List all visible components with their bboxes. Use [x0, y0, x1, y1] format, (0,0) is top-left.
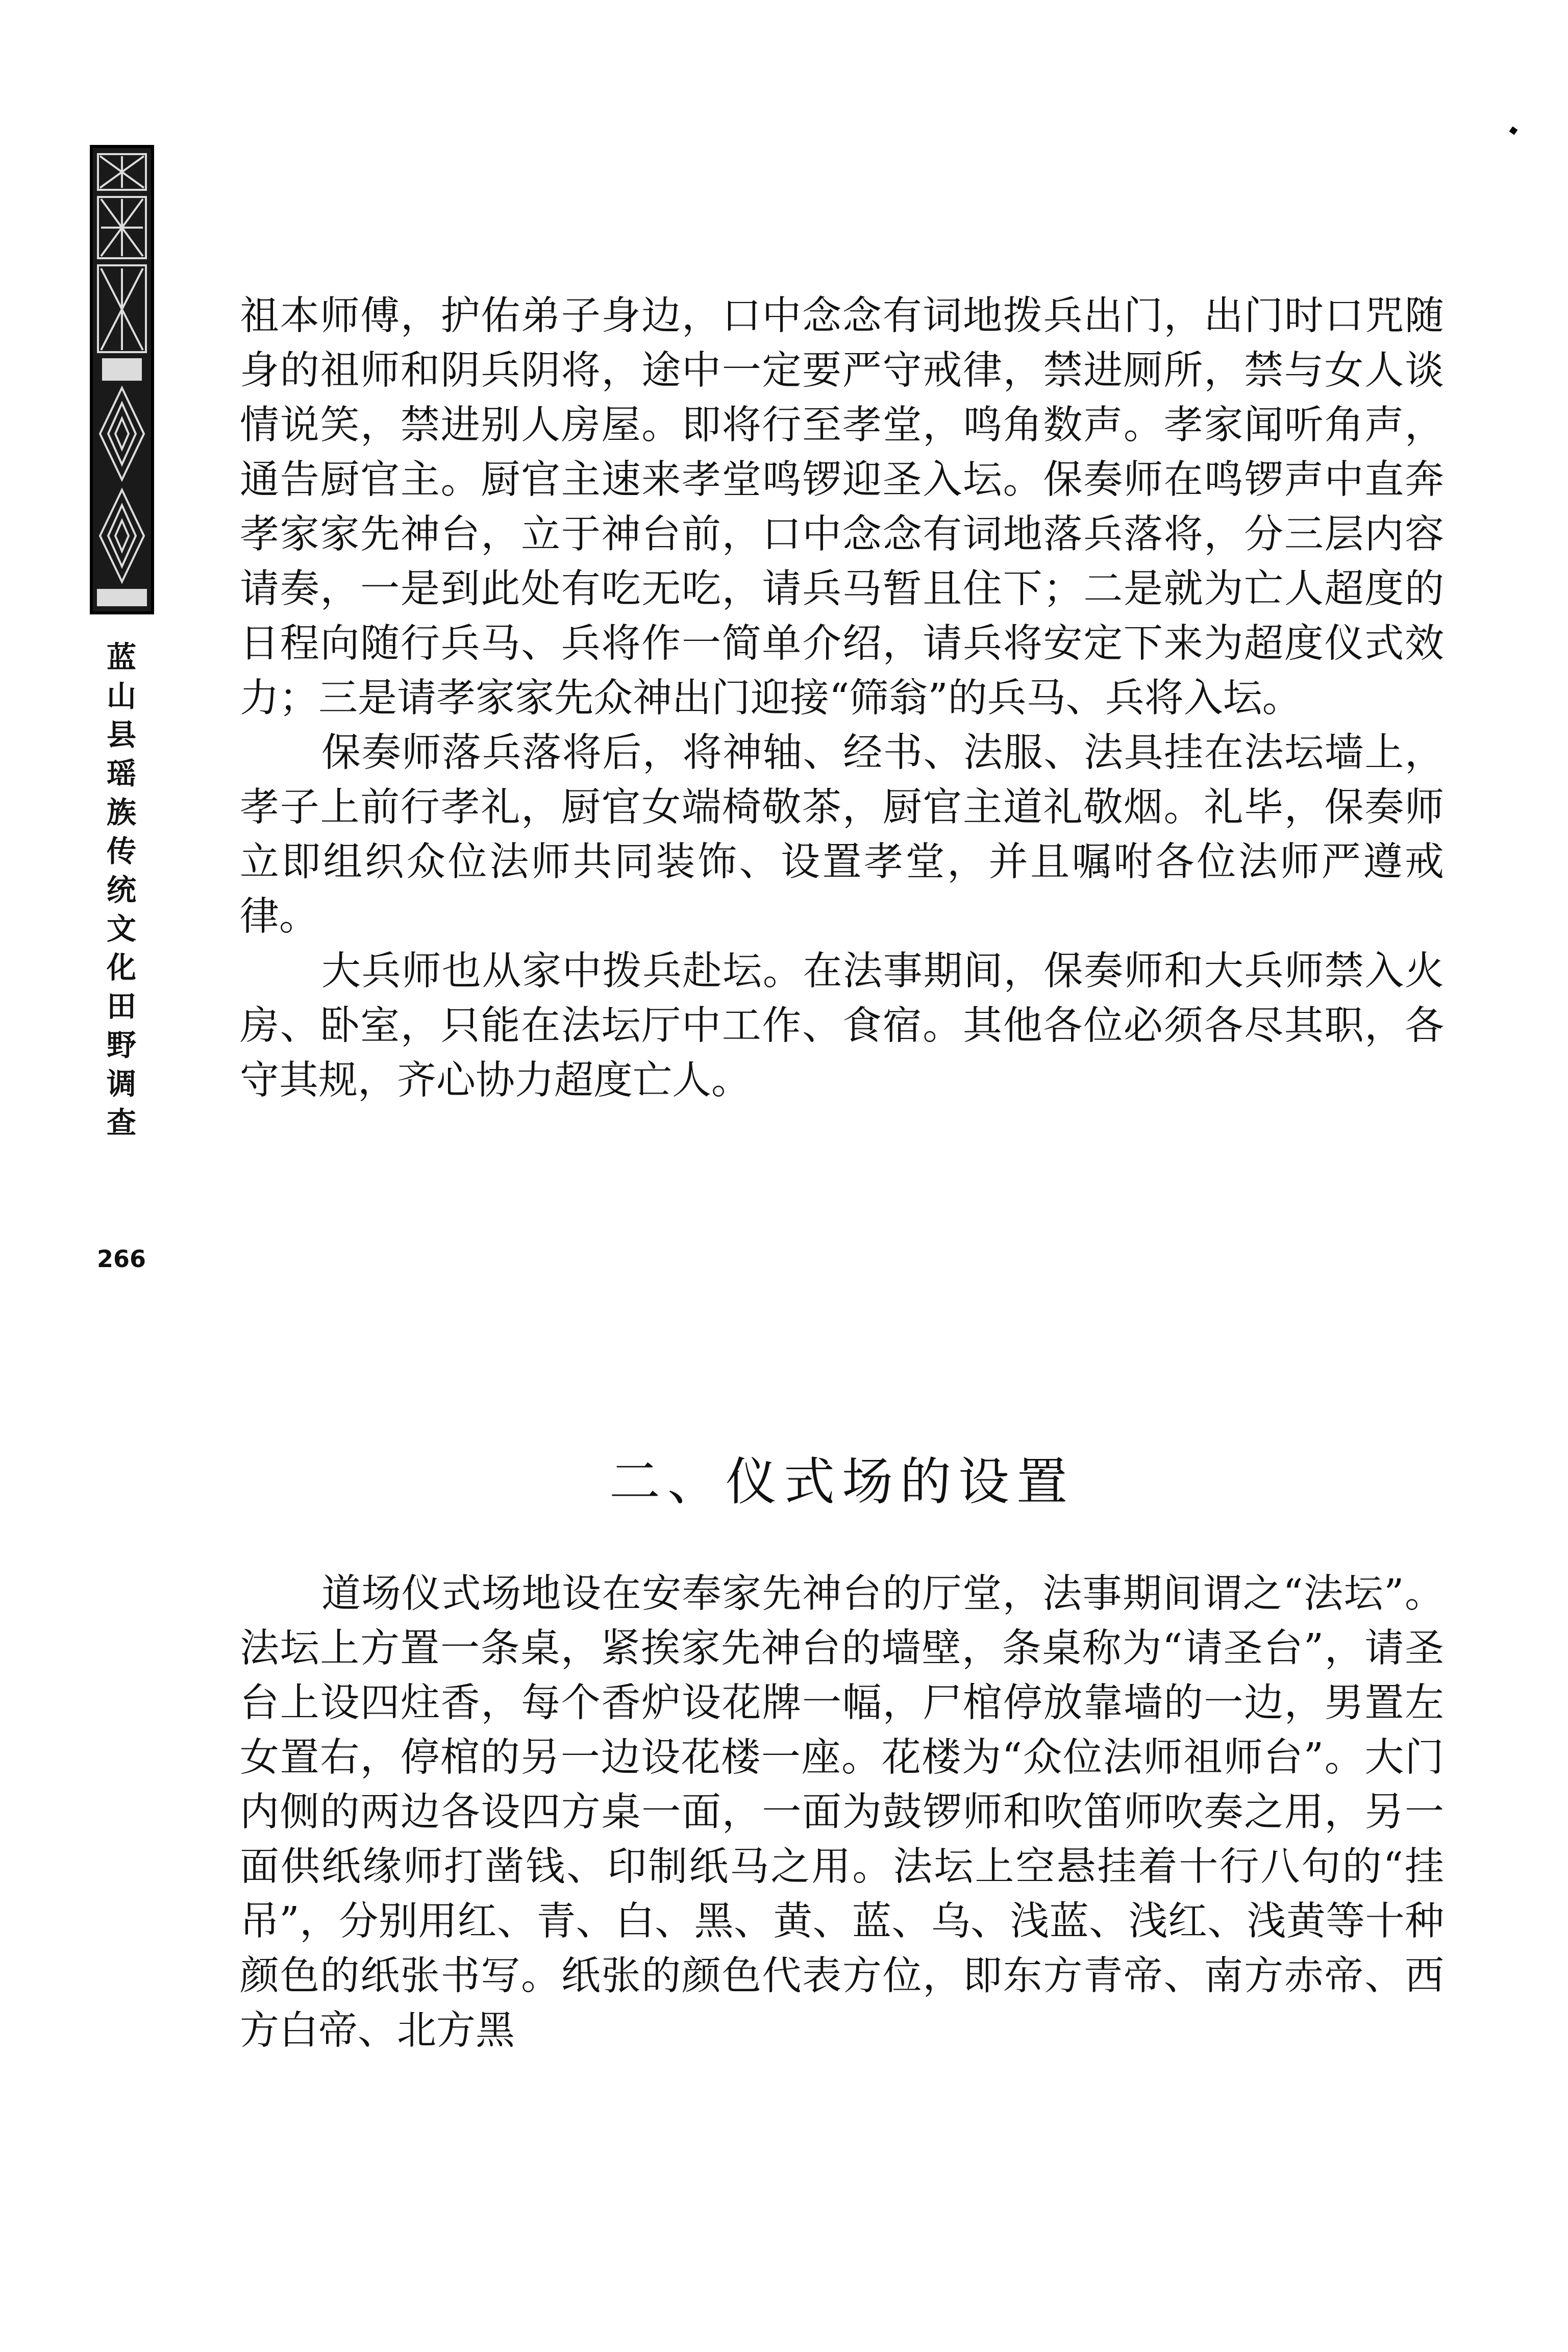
- title-char: 查: [106, 1105, 136, 1140]
- title-char: 族: [106, 795, 136, 830]
- title-char: 田: [106, 989, 136, 1024]
- title-char: 野: [106, 1028, 136, 1062]
- title-char: 化: [106, 950, 136, 985]
- title-char: 统: [106, 873, 136, 907]
- title-char: 传: [106, 834, 136, 869]
- title-char: 县: [106, 717, 136, 752]
- title-char: 文: [106, 911, 136, 946]
- running-title-vertical: [96, 638, 147, 1142]
- page-number: 266: [96, 1245, 146, 1273]
- yao-pattern-icon: [93, 148, 151, 611]
- scan-speck: [1509, 127, 1518, 135]
- paragraph: 大兵师也从家中拨兵赴坛。在法事期间，保奏师和大兵师禁入火房、卧室，只能在法坛厅中工作、食宿。其他各位必须各尽其职，各守其规，齐心协力超度亡人。: [240, 949, 1444, 1103]
- title-char: 山: [106, 679, 136, 713]
- title-char: 蓝: [106, 640, 136, 675]
- body-text-top: [240, 289, 1444, 1108]
- paragraph: 道场仪式场地设在安奉家先神台的厅堂，法事期间谓之“法坛”。法坛上方置一条桌，紧挨家先神台的墙壁，条桌称为“请圣台”，请圣台上设四炷香，每个香炉设花牌一幅，尸棺停放靠墙的一边，男置左女置右，停棺的另一边设花楼一座。花楼为“众位法师祖师台”。大门内侧的两边各设四方桌一面，一面为鼓锣师和吹笛师吹奏之用，另一面供纸缘师打凿钱、印制纸马之用。法坛上空悬挂着十行八句的“挂吊”，分别用红、青、白、黑、黄、蓝、乌、浅蓝、浅红、浅黄等十种颜色的纸张书写。纸张的颜色代表方位，即东方青帝、南方赤帝、西方白帝、北方黑: [240, 1571, 1444, 2053]
- body-text-bottom: [240, 1567, 1444, 2058]
- title-char: 调: [106, 1067, 136, 1101]
- paragraph: 祖本师傅，护佑弟子身边，口中念念有词地拨兵出门，出门时口咒随身的祖师和阴兵阴将，途中一定要严守戒律，禁进厕所，禁与女人谈情说笑，禁进别人房屋。即将行至孝堂，鸣角数声。孝家闻听角声，通告厨官主。厨官主速来孝堂鸣锣迎圣入坛。保奏师在鸣锣声中直奔孝家家先神台，立于神台前，口中念念有词地落兵落将，分三层内容请奏，一是到此处有吃无吃，请兵马暂且住下；二是就为亡人超度的日程向随行兵马、兵将作一简单介绍，请兵将安定下来为超度仪式效力；三是请孝家家先众神出门迎接“筛翁”的兵马、兵将入坛。: [240, 293, 1444, 721]
- paragraph: 保奏师落兵落将后，将神轴、经书、法服、法具挂在法坛墙上，孝子上前行孝礼，厨官女端椅敬茶，厨官主道礼敬烟。礼毕，保奏师立即组织众位法师共同装饰、设置孝堂，并且嘱咐各位法师严遵戒律。: [240, 730, 1444, 939]
- section-heading: 二、仪式场的设置: [609, 1452, 1075, 1512]
- decorative-yao-pattern-band: [90, 145, 154, 614]
- title-char: 瑶: [106, 756, 136, 791]
